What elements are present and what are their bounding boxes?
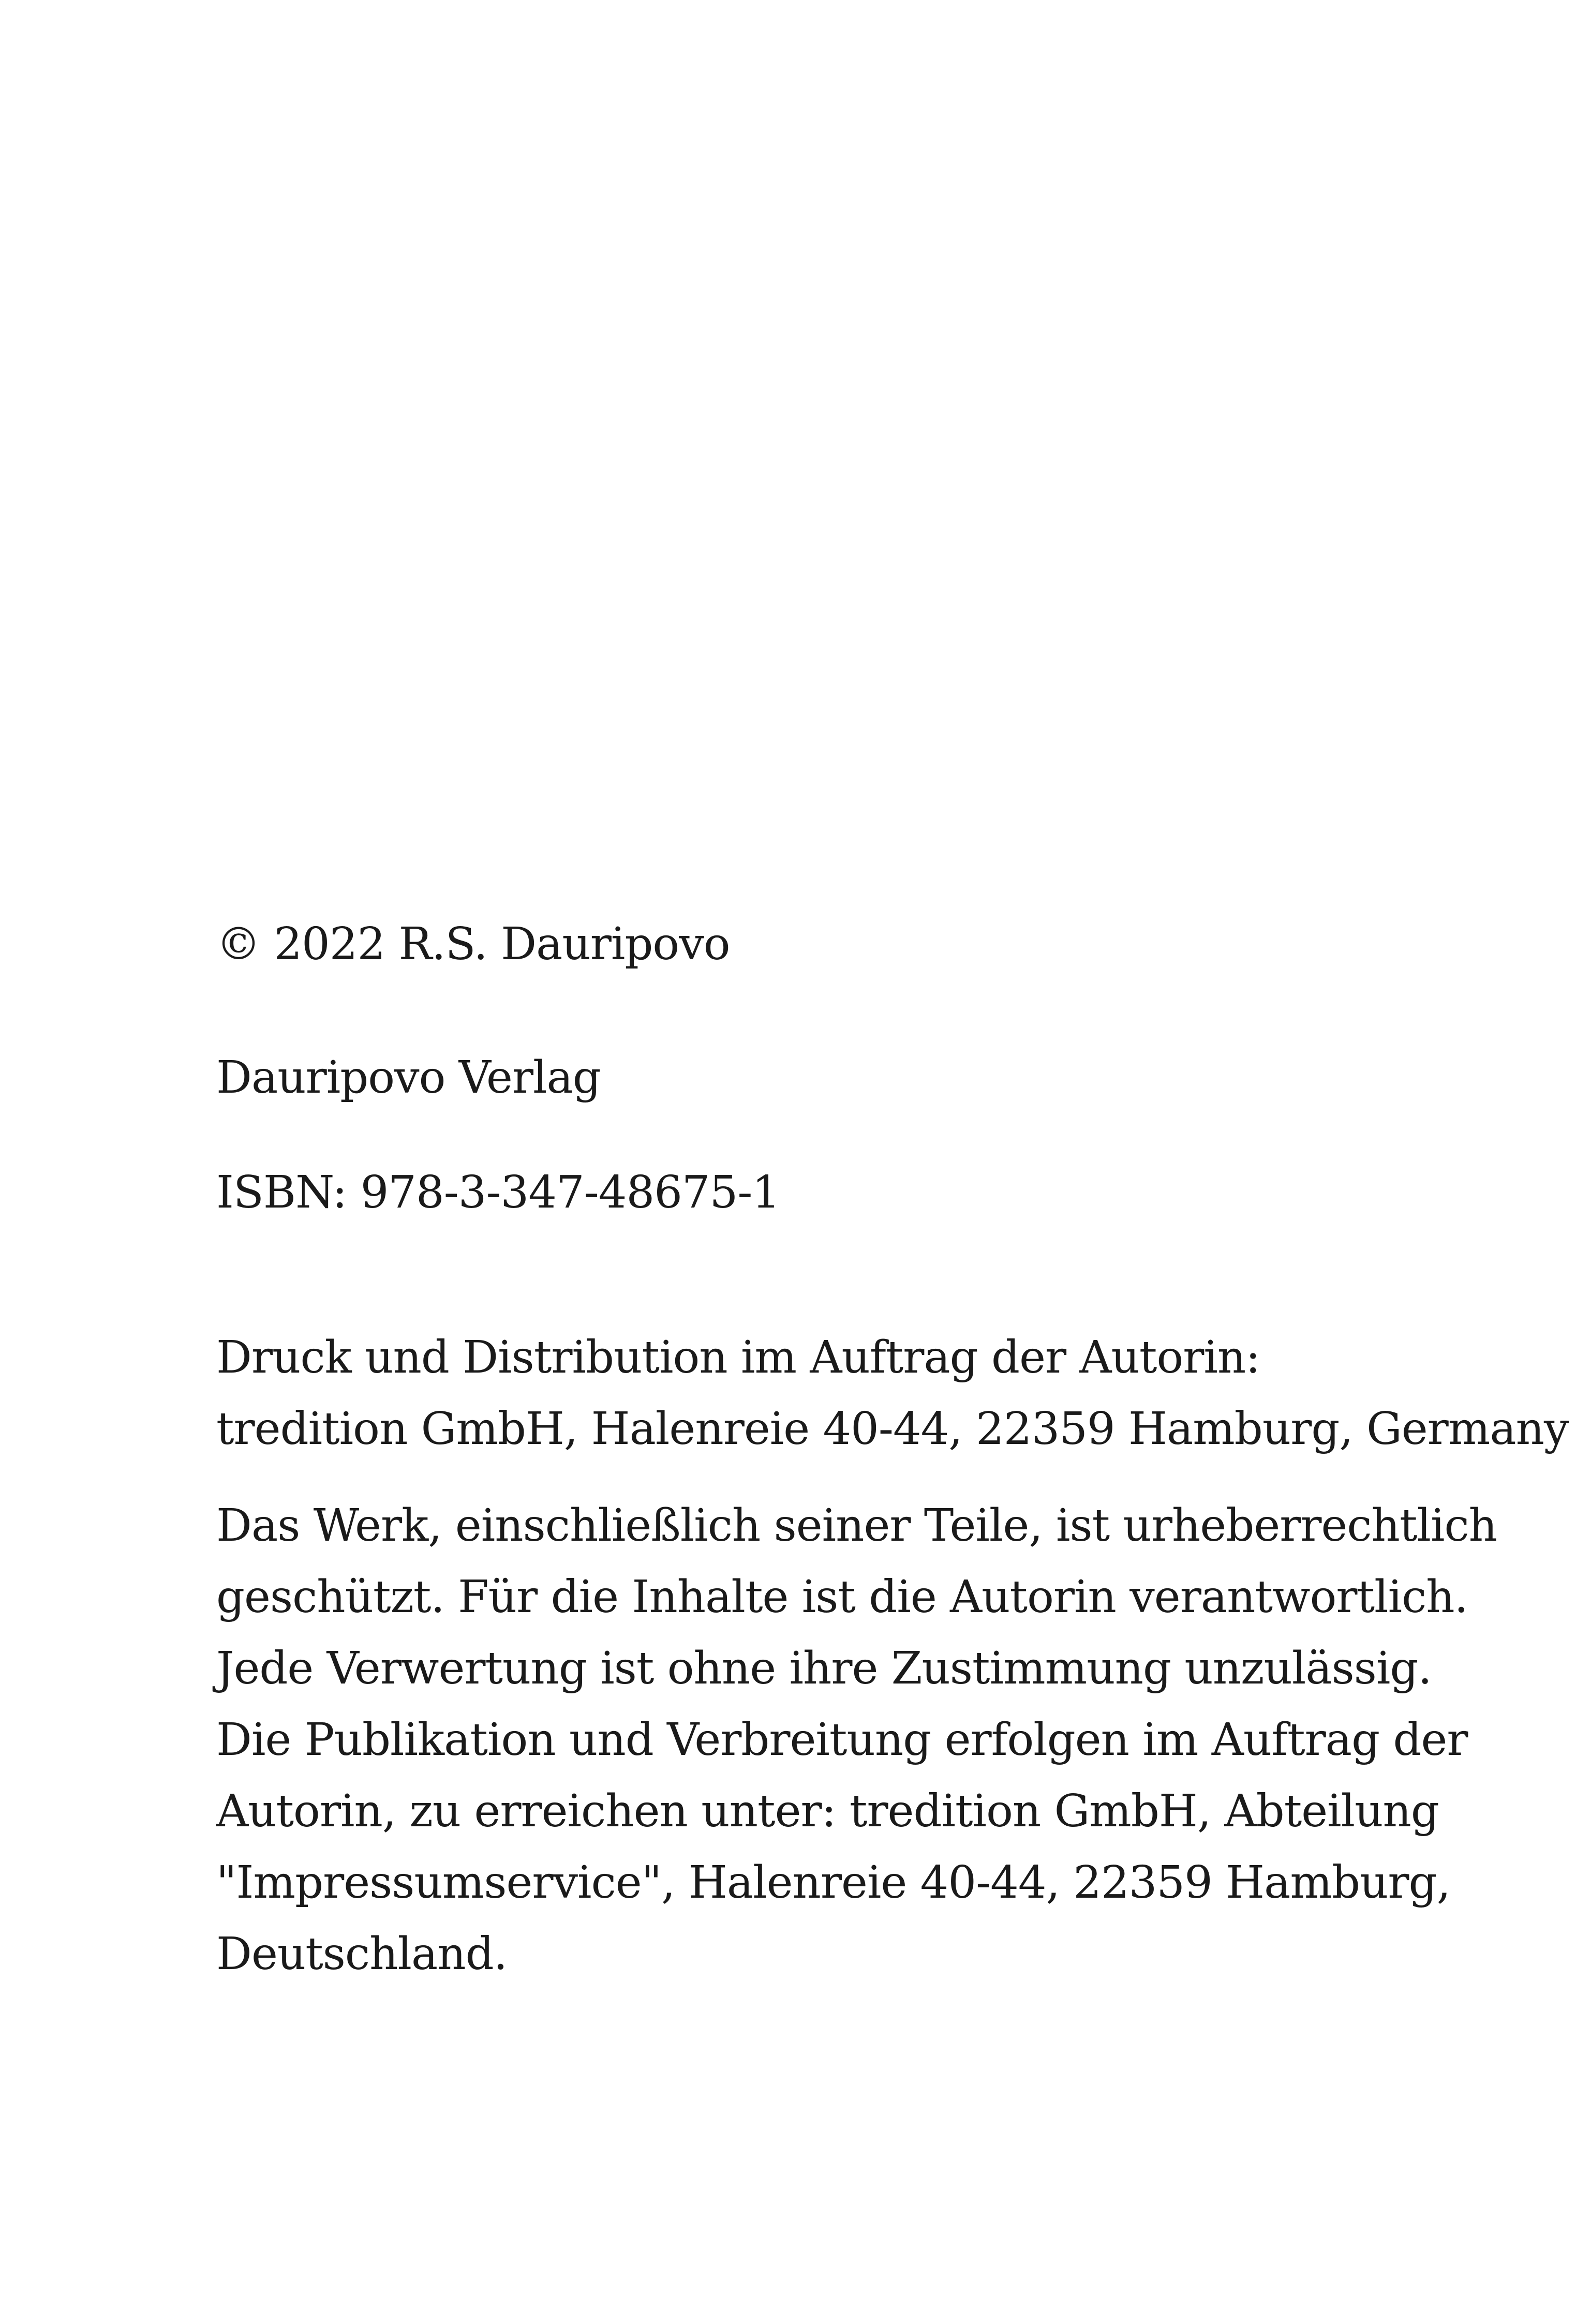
legal-line: Jede Verwertung ist ohne ihre Zustimmung unzulässig. xyxy=(216,1643,1432,1694)
legal-line: Deutschland. xyxy=(216,1928,508,1980)
legal-line: "Impressumservice", Halenreie 40-44, 22359 Hamburg, xyxy=(216,1857,1450,1909)
legal-line: Autorin, zu erreichen unter: tredition GmbH, Abteilung xyxy=(216,1785,1439,1837)
publisher-name: Dauripovo Verlag xyxy=(216,1052,601,1104)
isbn-number: ISBN: 978-3-347-48675-1 xyxy=(216,1167,780,1218)
distribution-line: tredition GmbH, Halenreie 40-44, 22359 Hamburg, Germany xyxy=(216,1403,1569,1455)
copyright-notice: © 2022 R.S. Dauripovo xyxy=(216,918,730,970)
distribution-line: Druck und Distribution im Auftrag der Autorin: xyxy=(216,1332,1260,1383)
legal-line: Die Publikation und Verbreitung erfolgen im Auftrag der xyxy=(216,1714,1468,1766)
distribution-notice xyxy=(216,1322,1569,1465)
legal-line: Das Werk, einschließlich seiner Teile, ist urheberrechtlich xyxy=(216,1500,1497,1552)
legal-line: geschützt. Für die Inhalte ist die Autorin verantwortlich. xyxy=(216,1571,1468,1623)
legal-notice xyxy=(216,1490,1497,1990)
